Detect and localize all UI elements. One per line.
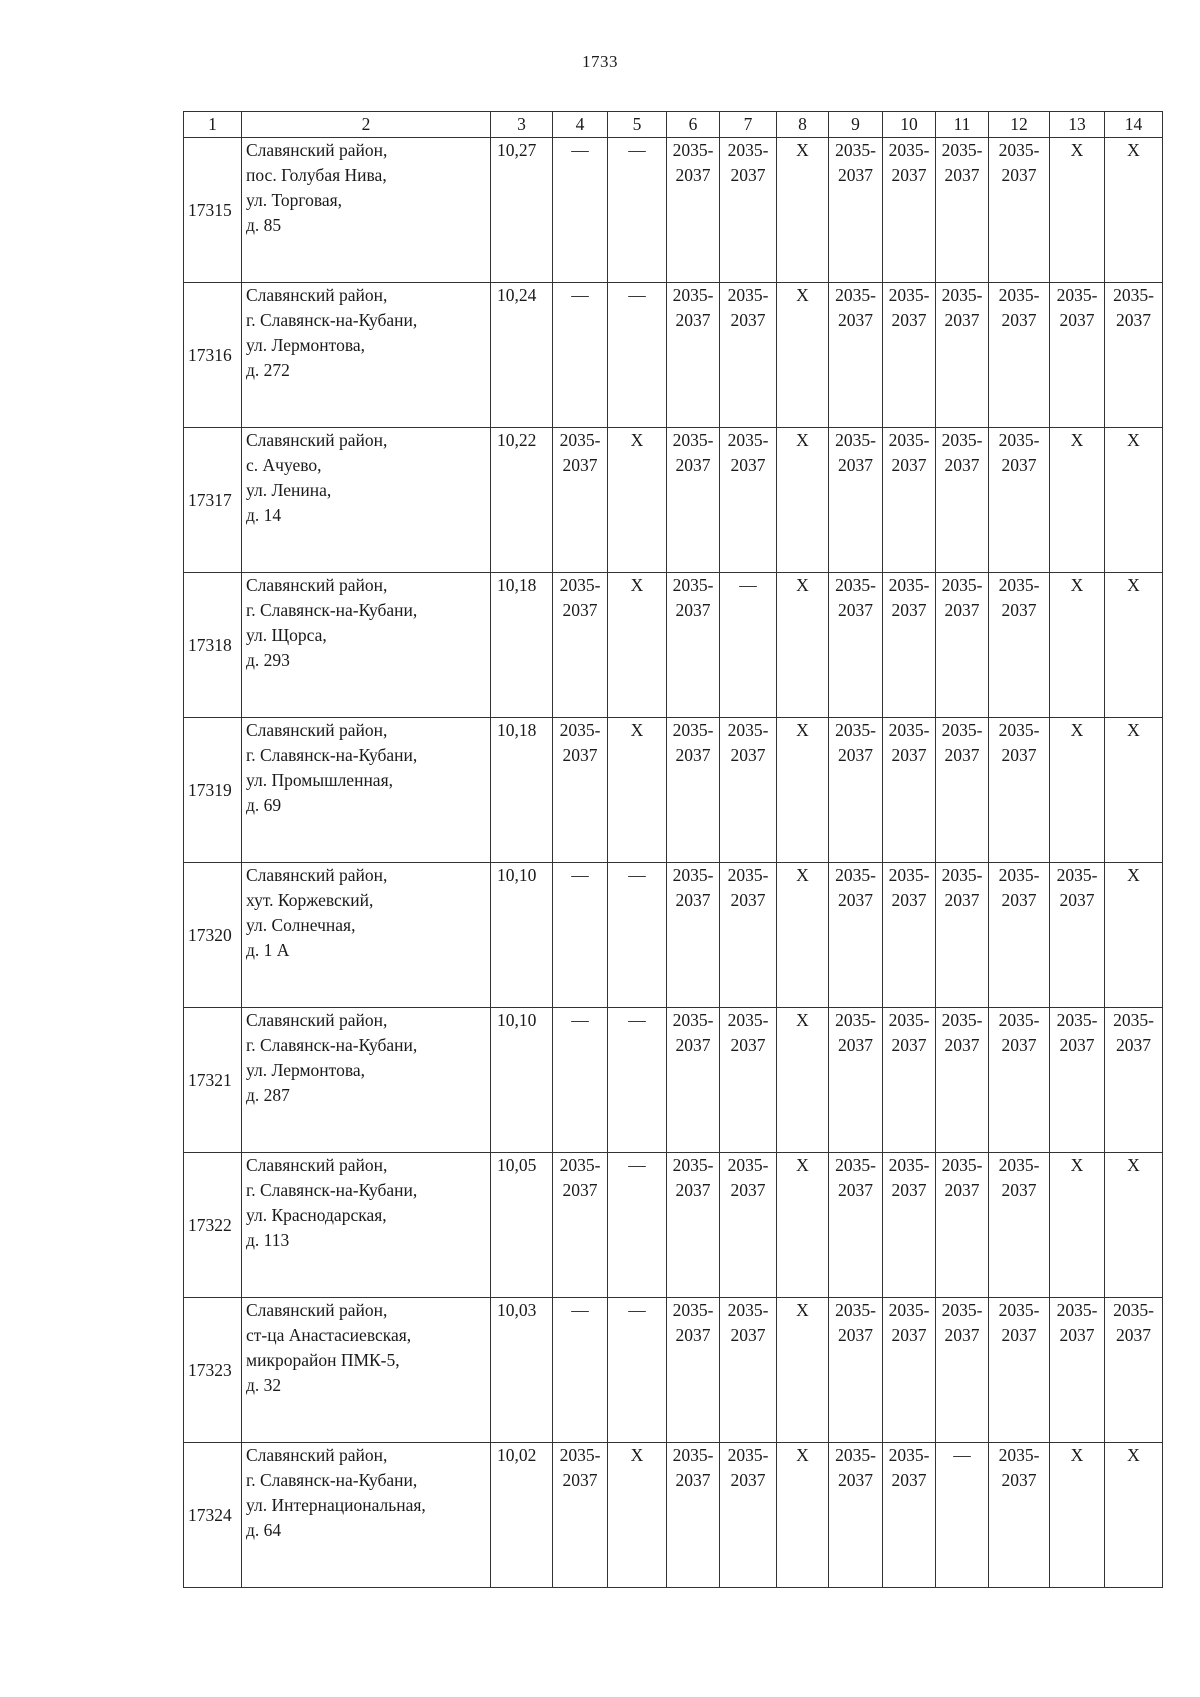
period-cell-col8: X <box>777 283 829 428</box>
period-cell-col13: X <box>1050 1443 1105 1588</box>
address-cell: Славянский район, хут. Коржевский, ул. Солнечная, д. 1 А <box>242 863 491 1008</box>
period-cell-col13: 2035- 2037 <box>1050 1298 1105 1443</box>
period-cell-col14: X <box>1105 428 1163 573</box>
period-cell-col12: 2035- 2037 <box>989 1298 1050 1443</box>
address-cell: Славянский район, г. Славянск-на-Кубани, ул. Лермонтова, д. 272 <box>242 283 491 428</box>
period-cell-col9: 2035- 2037 <box>829 283 883 428</box>
address-cell: Славянский район, ст-ца Анастасиевская, микрорайон ПМК-5, д. 32 <box>242 1298 491 1443</box>
period-cell-col9: 2035- 2037 <box>829 138 883 283</box>
period-cell-col7: — <box>720 573 777 718</box>
period-cell-col13: X <box>1050 1153 1105 1298</box>
column-header: 12 <box>989 112 1050 138</box>
value-cell: 10,24 <box>491 283 553 428</box>
period-cell-col14: X <box>1105 1443 1163 1588</box>
period-cell-col5: — <box>608 283 667 428</box>
period-cell-col9: 2035- 2037 <box>829 863 883 1008</box>
period-cell-col4: — <box>553 138 608 283</box>
period-cell-col7: 2035- 2037 <box>720 1008 777 1153</box>
row-number-cell: 17320 <box>184 863 242 1008</box>
period-cell-col8: X <box>777 573 829 718</box>
period-cell-col10: 2035- 2037 <box>883 1443 936 1588</box>
period-cell-col10: 2035- 2037 <box>883 1008 936 1153</box>
address-cell: Славянский район, с. Ачуево, ул. Ленина, д. 14 <box>242 428 491 573</box>
period-cell-col10: 2035- 2037 <box>883 138 936 283</box>
period-cell-col14: X <box>1105 138 1163 283</box>
period-cell-col11: 2035- 2037 <box>936 573 989 718</box>
column-header: 13 <box>1050 112 1105 138</box>
period-cell-col7: 2035- 2037 <box>720 718 777 863</box>
column-header: 2 <box>242 112 491 138</box>
period-cell-col7: 2035- 2037 <box>720 138 777 283</box>
period-cell-col5: X <box>608 573 667 718</box>
period-cell-col7: 2035- 2037 <box>720 283 777 428</box>
period-cell-col14: X <box>1105 863 1163 1008</box>
period-cell-col9: 2035- 2037 <box>829 1298 883 1443</box>
value-cell: 10,18 <box>491 573 553 718</box>
row-number-cell: 17317 <box>184 428 242 573</box>
table-row <box>184 1298 1163 1443</box>
period-cell-col9: 2035- 2037 <box>829 718 883 863</box>
period-cell-col11: 2035- 2037 <box>936 1153 989 1298</box>
period-cell-col6: 2035- 2037 <box>667 863 720 1008</box>
table-row <box>184 138 1163 283</box>
data-table <box>183 111 1163 1588</box>
period-cell-col12: 2035- 2037 <box>989 718 1050 863</box>
period-cell-col12: 2035- 2037 <box>989 573 1050 718</box>
value-cell: 10,10 <box>491 1008 553 1153</box>
table-row <box>184 428 1163 573</box>
period-cell-col7: 2035- 2037 <box>720 1298 777 1443</box>
period-cell-col8: X <box>777 718 829 863</box>
period-cell-col8: X <box>777 1008 829 1153</box>
table-body <box>184 138 1163 1588</box>
value-cell: 10,27 <box>491 138 553 283</box>
period-cell-col10: 2035- 2037 <box>883 863 936 1008</box>
period-cell-col8: X <box>777 1153 829 1298</box>
period-cell-col14: X <box>1105 1153 1163 1298</box>
period-cell-col14: 2035- 2037 <box>1105 283 1163 428</box>
address-cell: Славянский район, г. Славянск-на-Кубани, ул. Лермонтова, д. 287 <box>242 1008 491 1153</box>
period-cell-col9: 2035- 2037 <box>829 1008 883 1153</box>
period-cell-col6: 2035- 2037 <box>667 573 720 718</box>
address-cell: Славянский район, г. Славянск-на-Кубани, ул. Краснодарская, д. 113 <box>242 1153 491 1298</box>
row-number-cell: 17318 <box>184 573 242 718</box>
period-cell-col4: — <box>553 283 608 428</box>
page-number: 1733 <box>582 52 618 71</box>
period-cell-col12: 2035- 2037 <box>989 1443 1050 1588</box>
period-cell-col6: 2035- 2037 <box>667 138 720 283</box>
column-header: 1 <box>184 112 242 138</box>
column-header: 5 <box>608 112 667 138</box>
period-cell-col12: 2035- 2037 <box>989 1153 1050 1298</box>
period-cell-col5: — <box>608 1008 667 1153</box>
column-header: 6 <box>667 112 720 138</box>
value-cell: 10,02 <box>491 1443 553 1588</box>
period-cell-col12: 2035- 2037 <box>989 863 1050 1008</box>
column-header: 11 <box>936 112 989 138</box>
period-cell-col11: 2035- 2037 <box>936 863 989 1008</box>
period-cell-col4: — <box>553 1008 608 1153</box>
period-cell-col14: X <box>1105 718 1163 863</box>
period-cell-col4: — <box>553 1298 608 1443</box>
period-cell-col6: 2035- 2037 <box>667 283 720 428</box>
period-cell-col6: 2035- 2037 <box>667 428 720 573</box>
period-cell-col13: X <box>1050 428 1105 573</box>
header-row <box>184 112 1163 138</box>
table-row <box>184 573 1163 718</box>
period-cell-col13: X <box>1050 573 1105 718</box>
period-cell-col10: 2035- 2037 <box>883 573 936 718</box>
value-cell: 10,22 <box>491 428 553 573</box>
period-cell-col14: X <box>1105 573 1163 718</box>
period-cell-col4: 2035- 2037 <box>553 1153 608 1298</box>
period-cell-col5: X <box>608 1443 667 1588</box>
period-cell-col4: 2035- 2037 <box>553 718 608 863</box>
row-number-cell: 17322 <box>184 1153 242 1298</box>
address-cell: Славянский район, г. Славянск-на-Кубани, ул. Промышленная, д. 69 <box>242 718 491 863</box>
period-cell-col8: X <box>777 138 829 283</box>
address-cell: Славянский район, пос. Голубая Нива, ул. Торговая, д. 85 <box>242 138 491 283</box>
period-cell-col5: — <box>608 1298 667 1443</box>
period-cell-col6: 2035- 2037 <box>667 1153 720 1298</box>
column-header: 4 <box>553 112 608 138</box>
period-cell-col8: X <box>777 863 829 1008</box>
address-cell: Славянский район, г. Славянск-на-Кубани, ул. Щорса, д. 293 <box>242 573 491 718</box>
period-cell-col8: X <box>777 428 829 573</box>
column-header: 9 <box>829 112 883 138</box>
period-cell-col7: 2035- 2037 <box>720 428 777 573</box>
address-cell: Славянский район, г. Славянск-на-Кубани, ул. Интернациональная, д. 64 <box>242 1443 491 1588</box>
period-cell-col4: — <box>553 863 608 1008</box>
period-cell-col8: X <box>777 1443 829 1588</box>
table-row <box>184 863 1163 1008</box>
period-cell-col10: 2035- 2037 <box>883 283 936 428</box>
period-cell-col11: 2035- 2037 <box>936 138 989 283</box>
period-cell-col13: 2035- 2037 <box>1050 863 1105 1008</box>
period-cell-col5: X <box>608 718 667 863</box>
period-cell-col7: 2035- 2037 <box>720 1443 777 1588</box>
value-cell: 10,05 <box>491 1153 553 1298</box>
period-cell-col13: 2035- 2037 <box>1050 1008 1105 1153</box>
period-cell-col11: 2035- 2037 <box>936 1298 989 1443</box>
period-cell-col11: 2035- 2037 <box>936 1008 989 1153</box>
period-cell-col7: 2035- 2037 <box>720 863 777 1008</box>
row-number-cell: 17323 <box>184 1298 242 1443</box>
period-cell-col14: 2035- 2037 <box>1105 1298 1163 1443</box>
column-header: 3 <box>491 112 553 138</box>
period-cell-col11: 2035- 2037 <box>936 718 989 863</box>
period-cell-col11: — <box>936 1443 989 1588</box>
row-number-cell: 17324 <box>184 1443 242 1588</box>
period-cell-col12: 2035- 2037 <box>989 1008 1050 1153</box>
period-cell-col12: 2035- 2037 <box>989 428 1050 573</box>
period-cell-col4: 2035- 2037 <box>553 1443 608 1588</box>
period-cell-col14: 2035- 2037 <box>1105 1008 1163 1153</box>
value-cell: 10,18 <box>491 718 553 863</box>
column-header: 14 <box>1105 112 1163 138</box>
period-cell-col4: 2035- 2037 <box>553 428 608 573</box>
column-header: 7 <box>720 112 777 138</box>
period-cell-col5: — <box>608 138 667 283</box>
period-cell-col12: 2035- 2037 <box>989 138 1050 283</box>
period-cell-col10: 2035- 2037 <box>883 1153 936 1298</box>
column-header: 10 <box>883 112 936 138</box>
table-row <box>184 718 1163 863</box>
period-cell-col13: X <box>1050 718 1105 863</box>
period-cell-col7: 2035- 2037 <box>720 1153 777 1298</box>
period-cell-col4: 2035- 2037 <box>553 573 608 718</box>
period-cell-col5: — <box>608 1153 667 1298</box>
row-number-cell: 17315 <box>184 138 242 283</box>
period-cell-col12: 2035- 2037 <box>989 283 1050 428</box>
value-cell: 10,10 <box>491 863 553 1008</box>
table-row <box>184 283 1163 428</box>
row-number-cell: 17319 <box>184 718 242 863</box>
column-header: 8 <box>777 112 829 138</box>
period-cell-col6: 2035- 2037 <box>667 718 720 863</box>
period-cell-col6: 2035- 2037 <box>667 1443 720 1588</box>
table-row <box>184 1153 1163 1298</box>
table-row <box>184 1008 1163 1153</box>
period-cell-col6: 2035- 2037 <box>667 1298 720 1443</box>
period-cell-col11: 2035- 2037 <box>936 283 989 428</box>
row-number-cell: 17316 <box>184 283 242 428</box>
period-cell-col9: 2035- 2037 <box>829 1153 883 1298</box>
period-cell-col10: 2035- 2037 <box>883 718 936 863</box>
period-cell-col10: 2035- 2037 <box>883 1298 936 1443</box>
period-cell-col5: X <box>608 428 667 573</box>
period-cell-col6: 2035- 2037 <box>667 1008 720 1153</box>
period-cell-col5: — <box>608 863 667 1008</box>
period-cell-col11: 2035- 2037 <box>936 428 989 573</box>
period-cell-col9: 2035- 2037 <box>829 428 883 573</box>
row-number-cell: 17321 <box>184 1008 242 1153</box>
period-cell-col13: X <box>1050 138 1105 283</box>
period-cell-col8: X <box>777 1298 829 1443</box>
period-cell-col10: 2035- 2037 <box>883 428 936 573</box>
period-cell-col9: 2035- 2037 <box>829 573 883 718</box>
table-row <box>184 1443 1163 1588</box>
period-cell-col13: 2035- 2037 <box>1050 283 1105 428</box>
period-cell-col9: 2035- 2037 <box>829 1443 883 1588</box>
value-cell: 10,03 <box>491 1298 553 1443</box>
